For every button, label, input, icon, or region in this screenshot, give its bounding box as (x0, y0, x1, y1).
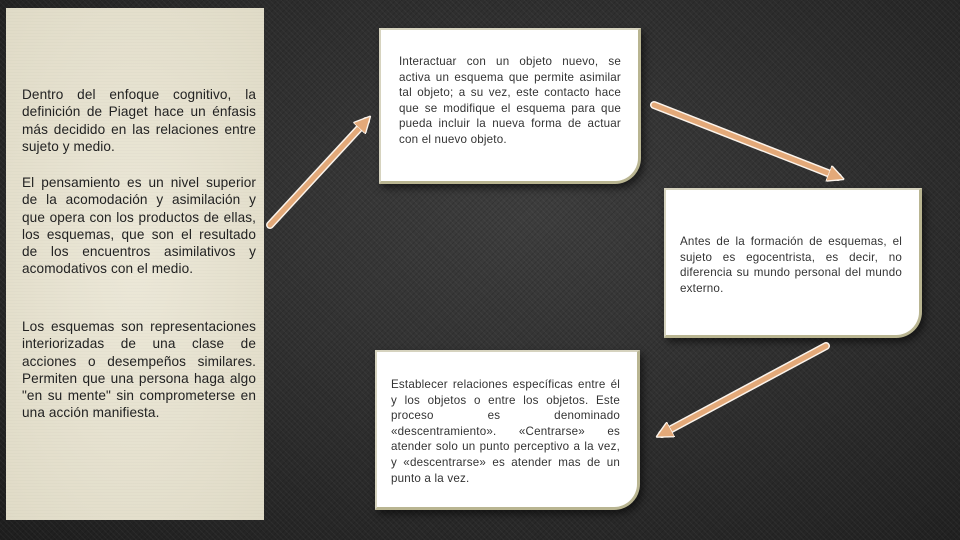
card-egocentrismo (664, 188, 922, 338)
arrow-to-right-card (654, 105, 838, 177)
arrow-to-top-card (270, 121, 366, 225)
panel-paragraph-3: Los esquemas son representaciones interiorizadas de una clase de acciones o desempeños similares. Permiten que una persona haga algo "en su mente" sin comprometerse en una acción manifiesta. (22, 319, 256, 421)
card-descentramiento (375, 350, 640, 510)
left-text-panel (6, 8, 264, 520)
card-interactuar-text: Interactuar con un objeto nuevo, se activa un esquema que permite asimilar tal objeto; a su vez, este contacto hace que se modifique el esquema para que pueda incluir la nueva forma de actuar con el nuevo objeto. (399, 55, 621, 146)
panel-paragraph-1: Dentro del enfoque cognitivo, la definición de Piaget hace un énfasis más decidido en las relaciones entre sujeto y medio. (22, 87, 256, 154)
arrow-to-bottom-card (662, 346, 826, 434)
card-descentramiento-text: Establecer relaciones específicas entre él y los objetos o entre los objetos. Este proceso es denominado «descentramiento». «Centrarse» es atender solo un punto perceptivo a la vez, y «descentrarse» es atender mas de un punto a la vez. (391, 378, 620, 485)
card-interactuar (379, 28, 641, 184)
card-egocentrismo-text: Antes de la formación de esquemas, el sujeto es egocentrista, es decir, no diferencia su mundo personal del mundo externo. (680, 235, 902, 295)
panel-paragraph-2: El pensamiento es un nivel superior de la acomodación y asimilación y que opera con los productos de ellas, los esquemas, que son el resultado de los encuentros asimilativos y acomodativos con el medio. (22, 175, 256, 277)
